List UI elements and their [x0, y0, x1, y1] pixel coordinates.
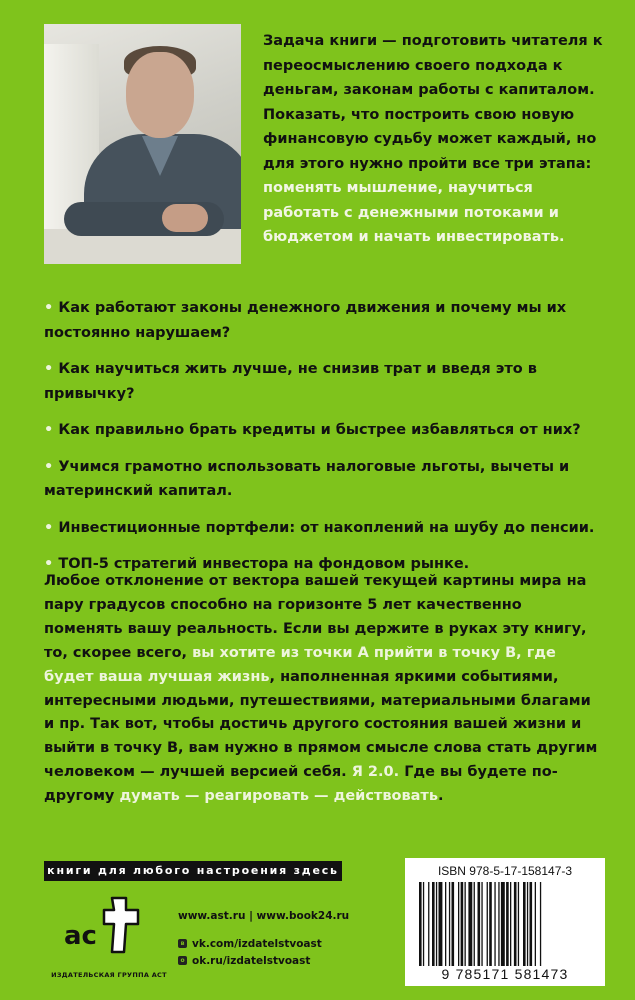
bullet-text: Как работают законы денежного движения и почему мы их постоянно нарушаем? [44, 300, 567, 341]
paragraph-part: , наполненная яркими событиями, интересными людьми, путешествиями, материальными благами и пр. Так вот, чтобы достичь другого состояния вашей жизни и выйти в точку В, вам нужно в прямом смысле слова стать другим человеком — лучшей версией себя. [44, 668, 598, 781]
social-links [178, 935, 322, 969]
vk-icon: в [178, 939, 187, 948]
barcode-bar [474, 882, 475, 966]
paragraph-part: . [437, 788, 444, 805]
barcode-bar [419, 882, 422, 966]
bullet-text: Учимся грамотно использовать налоговые льготы, вычеты и материнский капитал. [44, 458, 570, 499]
barcode-bar [510, 882, 511, 966]
ok-icon: о [178, 956, 187, 965]
paragraph-part: Любое отклонение от вектора вашей текущей картины мира на пару градусов способно на горизонте 5 лет качественно поменять вашу реальность. Если вы держите в руках эту книгу, то, скорее всего, [44, 573, 587, 661]
tagline-banner: книги для любого настроения здесь [44, 861, 342, 881]
isbn-block [405, 858, 605, 986]
bullet-dot: • [44, 422, 54, 438]
bullet-item [44, 418, 604, 443]
paragraph-highlight: вы хотите из точки А прийти в точку В, где будет ваша лучшая жизнь [44, 644, 556, 685]
barcode-bar [494, 882, 495, 966]
bullet-text: Как правильно брать кредиты и быстрее избавляться от них? [58, 422, 581, 438]
barcode-bar [468, 882, 472, 966]
logo-caption: ИЗДАТЕЛЬСКАЯ ГРУППА АСТ [51, 971, 167, 979]
bullet-dot: • [44, 519, 54, 536]
barcode-bar [445, 882, 446, 966]
svg-text:ас: ас [64, 921, 97, 951]
barcode-bar [514, 882, 517, 966]
barcode-bar [428, 882, 429, 966]
barcode-bar [465, 882, 466, 966]
barcode-bar [527, 882, 528, 966]
bullet-item [44, 296, 604, 345]
ok-text: ok.ru/izdatelstvoast [192, 954, 311, 967]
barcode-bar [540, 882, 541, 966]
bullet-item [44, 357, 604, 406]
websites-link[interactable]: www.ast.ru | www.book24.ru [178, 910, 350, 922]
barcode-bar [423, 882, 424, 966]
bullet-text: Как научиться жить лучше, не снизив трат и введя это в привычку? [44, 361, 537, 402]
barcode-bar [489, 882, 492, 966]
bullet-item [44, 516, 604, 541]
isbn-number: ISBN 978-5-17-158147-3 [437, 864, 573, 878]
intro-highlight: поменять мышление, научиться работать с денежными потоками и бюджетом и начать инвестировать. [263, 180, 565, 245]
barcode-bar [501, 882, 505, 966]
barcode-bar [518, 882, 519, 966]
bullet-item [44, 455, 604, 504]
barcode-bar [452, 882, 455, 966]
bullet-text: ТОП-5 стратегий инвестора на фондовом рынке. [58, 556, 470, 572]
bullet-dot: • [44, 361, 54, 377]
bullet-dot: • [44, 556, 54, 572]
barcode-bar [458, 882, 459, 966]
barcode-bar [439, 882, 443, 966]
author-photo [44, 24, 241, 264]
barcode-bar [523, 882, 526, 966]
ast-logo [60, 892, 150, 962]
barcode-bar [449, 882, 450, 966]
paragraph-part: Где вы будете по-другому [44, 764, 558, 805]
barcode-bar [530, 882, 533, 966]
paragraph-highlight: думать — реагировать — действовать [119, 788, 438, 805]
barcode-bar [535, 882, 536, 966]
intro-text [263, 29, 603, 250]
bullet-dot: • [44, 458, 54, 475]
bullet-dot: • [44, 300, 54, 316]
barcode-bar [436, 882, 437, 966]
barcode-bar [498, 882, 499, 966]
barcode-bar [461, 882, 464, 966]
barcode-bar [432, 882, 435, 966]
bullet-list [44, 296, 604, 589]
vk-link[interactable] [178, 935, 322, 952]
barcode-bar [506, 882, 509, 966]
bullet-text: Инвестиционные портфели: от накоплений на шубу до пенсии. [58, 519, 595, 536]
barcode [417, 882, 593, 966]
main-paragraph [44, 570, 604, 809]
barcode-bar [478, 882, 481, 966]
intro-text-part: Задача книги — подготовить читателя к переосмыслению своего подхода к деньгам, законам работы с капиталом. Показать, что построить свою новую финансовую судьбу может каждый, но для этого нужно пройти все три этапа: [263, 33, 603, 172]
paragraph-highlight: Я 2.0. [351, 764, 400, 781]
ok-link[interactable] [178, 952, 322, 969]
barcode-bar [487, 882, 488, 966]
vk-text: vk.com/izdatelstvoast [192, 937, 322, 950]
barcode-digits: 9 785171 581473 [441, 966, 569, 982]
barcode-bar [481, 882, 482, 966]
